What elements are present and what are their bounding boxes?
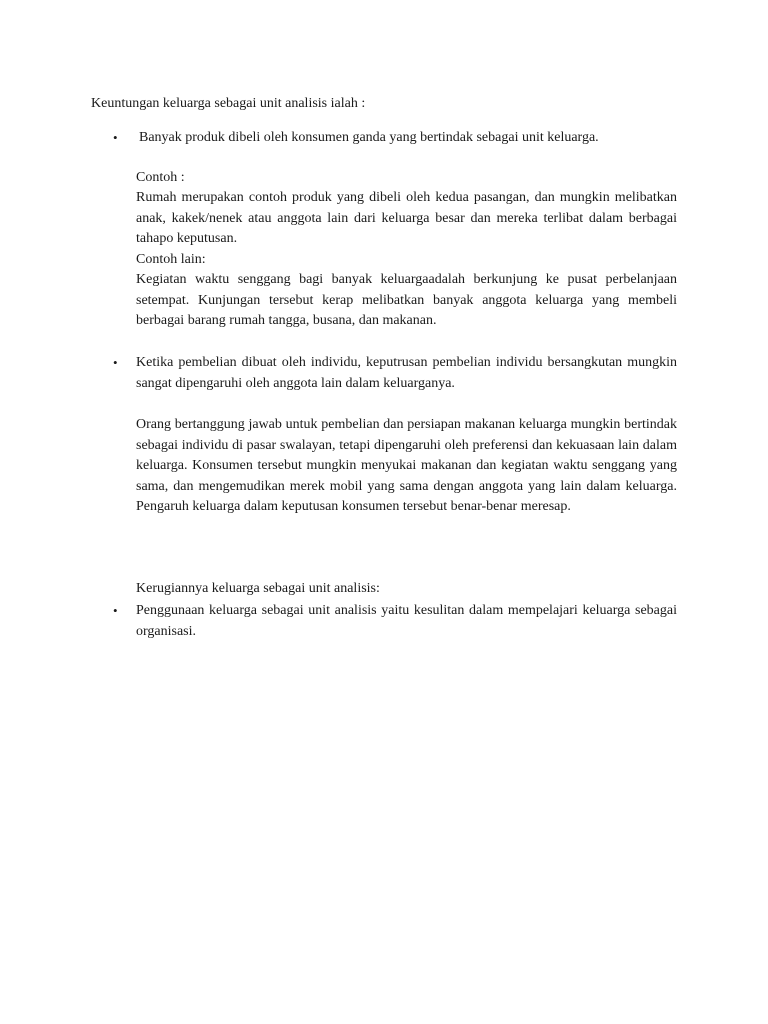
example-2-label: Contoh lain: <box>136 252 206 267</box>
bullet-marker: • <box>113 355 118 370</box>
bullet-3-text: Penggunaan keluarga sebagai unit analisis yaitu kesulitan dalam mempelajari keluarga sebagai organisasi. <box>136 603 677 639</box>
example-1-text: Rumah merupakan contoh produk yang dibeli oleh kedua pasangan, dan mungkin melibatkan anak, kakek/nenek atau anggota lain dari keluarga besar dan mereka terlibat dalam berbagai tahapo keputusan. <box>136 190 677 246</box>
bullet-2-text: Ketika pembelian dibuat oleh individu, keputrusan pembelian individu bersangkutan mungkin sangat dipengaruhi oleh anggota lain dalam keluarganya. <box>136 355 677 391</box>
bullet-2-paragraph: Orang bertanggung jawab untuk pembelian dan persiapan makanan keluarga mungkin bertindak sebagai individu di pasar swalayan, tetapi dipengaruhi oleh preferensi dan kekuasaan lain dalam keluarga. Konsumen tersebut mungkin menyukai makanan dan kegiatan waktu senggang yang sama, dan mengemudikan merek mobil yang sama dengan anggota yang lain dalam keluarga. Pengaruh keluarga dalam keputusan konsumen tersebut benar-benar meresap. <box>136 417 677 514</box>
example-2-text: Kegiatan waktu senggang bagi banyak keluargaadalah berkunjung ke pusat perbelanjaan setempat. Kunjungan tersebut kerap melibatkan banyak anggota keluarga yang membeli berbagai barang rumah tangga, busana, dan makanan. <box>136 272 677 328</box>
bullet-1-text: Banyak produk dibeli oleh konsumen ganda yang bertindak sebagai unit keluarga. <box>139 130 599 145</box>
bullet-marker: • <box>113 130 118 145</box>
bullet-marker: • <box>113 603 118 618</box>
advantages-heading: Keuntungan keluarga sebagai unit analisis ialah : <box>91 96 366 111</box>
example-1-label: Contoh : <box>136 170 185 185</box>
disadvantages-heading: Kerugiannya keluarga sebagai unit analisis: <box>136 581 380 596</box>
